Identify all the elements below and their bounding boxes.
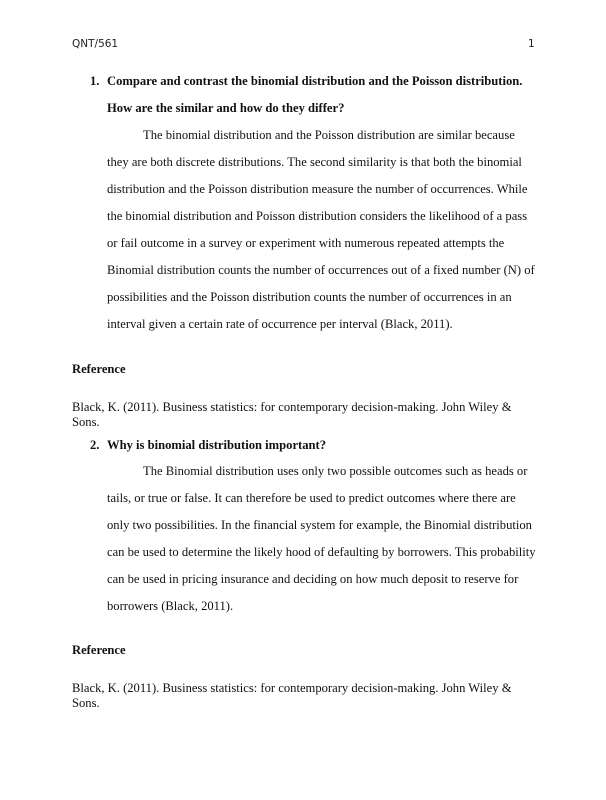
question-text: Why is binomial distribution important? [107,438,327,452]
question-number: 2. [90,438,100,452]
answer-paragraph-1: The binomial distribution and the Poisson distribution are similar because they are both discrete distributions. The second similarity is that both the binomial distribution and the Poisson distribution measure the number of occurrences. While the binomial distribution and Poisson distribution considers the likelihood of a pass or fail outcome in a survey or experiment with numerous repeated attempts the Binomial distribution counts the number of occurrences out of a fixed number (N) of possibilities and the Poisson distribution counts the number of occurrences in an interval given a certain rate of occurrence per interval (Black, 2011). [107,128,535,331]
answer-paragraph-2: The Binomial distribution uses only two possible outcomes such as heads or tails, or true or false. It can therefore be used to predict outcomes where there are only two possibilities. In the financial system for example, the Binomial distribution can be used to determine the likely hood of defaulting by borrowers. This probability can be used in pricing insurance and deciding on how much deposit to reserve for borrowers (Black, 2011). [107,464,536,613]
question-number: 1. [90,74,100,88]
reference-heading-2: Reference [72,643,126,657]
page-number: 1 [528,38,535,50]
reference-entry-1: Black, K. (2011). Business statistics: for contemporary decision-making. John Wiley & Sons. [72,400,512,429]
reference-heading-1: Reference [72,362,126,376]
running-header-course-code: QNT/561 [72,38,119,50]
question-text: Compare and contrast the binomial distribution and the Poisson distribution. How are the similar and how do they differ? [107,74,523,115]
question-heading-2 [90,432,540,459]
question-heading-1 [90,68,540,122]
reference-entry-2: Black, K. (2011). Business statistics: for contemporary decision-making. John Wiley & Sons. [72,681,512,710]
